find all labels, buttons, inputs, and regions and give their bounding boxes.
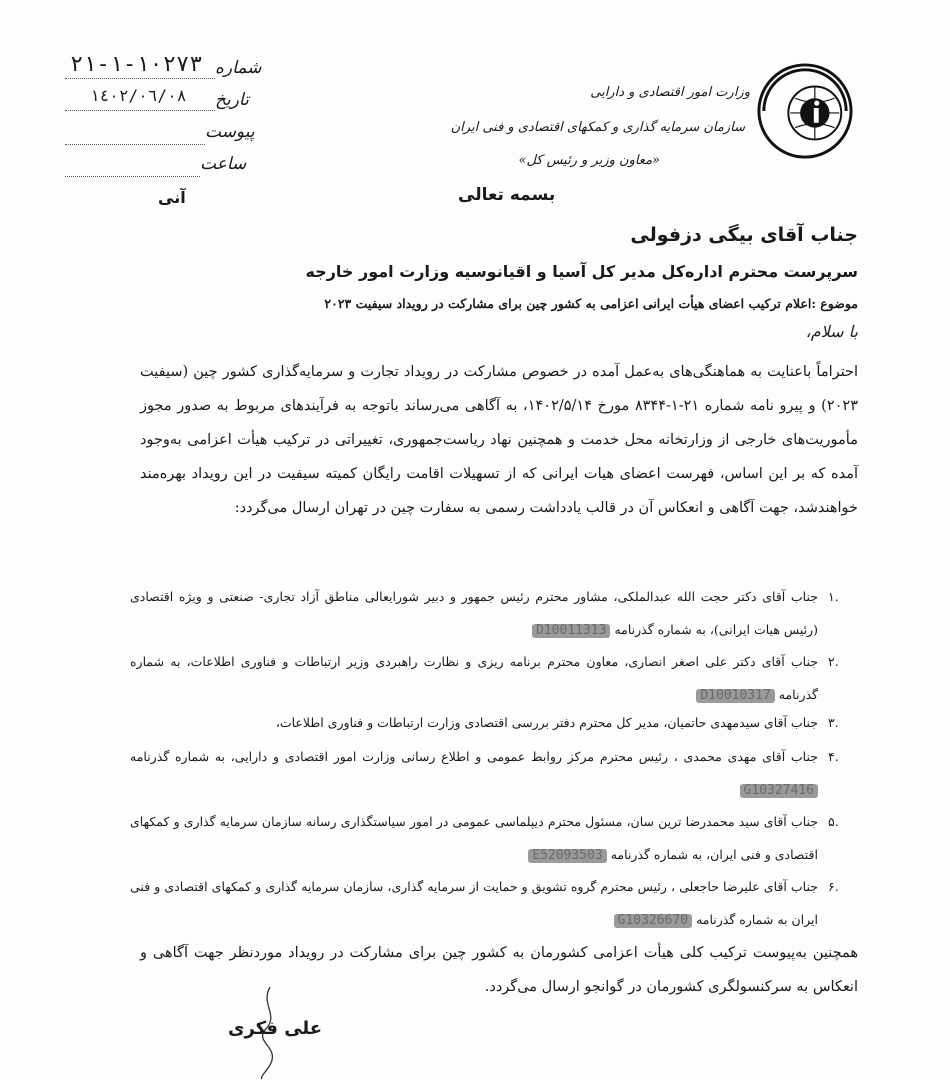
- greeting: با سلام،: [805, 322, 858, 341]
- redacted-passport: G10327416: [740, 784, 818, 798]
- list-item-2: [130, 645, 858, 711]
- redacted-passport: D10011313: [532, 624, 610, 638]
- list-item-6: [130, 870, 858, 936]
- list-item-number: .۳: [828, 715, 839, 730]
- redacted-passport: D10010317: [696, 689, 774, 703]
- date-label: تاریخ: [215, 90, 249, 110]
- number-label: شماره: [215, 58, 262, 78]
- redacted-passport: G10326670: [614, 914, 692, 928]
- list-item-3: [130, 706, 858, 739]
- list-item-text: جناب آقای سیدمهدی حاتمیان، مدیر کل محترم دفتر بررسی اقتصادی وزارت ارتباطات و فناوری اطلاعات،: [275, 715, 818, 730]
- organization-logo-icon: [756, 62, 854, 160]
- attachment-label: پیوست: [205, 122, 255, 142]
- list-item-number: .۲: [828, 654, 839, 669]
- list-item-text: جناب آقای مهدی محمدی ، رئیس محترم مرکز روابط عمومی و اطلاع رسانی وزارت امور اقتصادی و دارایی، به شماره گذرنامه: [130, 749, 818, 764]
- number-value: ١٠٢٧٣-١-٢١: [70, 52, 203, 77]
- heading: بسمه تعالی: [458, 185, 556, 205]
- signature-name: علی فکری: [228, 1018, 323, 1039]
- list-item-text: جناب آقای سید محمدرضا ترین سان، مسئول محترم دیپلماسی عمومی در امور سیاستگذاری رسانه سازمان سرمایه گذاری و کمکهای اقتصادی و فنی ایران، به شماره گذرنامه: [130, 814, 818, 862]
- redacted-passport: E52093503: [528, 849, 606, 863]
- time-underline: [65, 176, 200, 177]
- subject-line: موضوع :اعلام ترکیب اعضای هیأت ایرانی اعزامی به کشور چین برای مشارکت در رویداد سیفیت ۲۰۲۳: [324, 296, 858, 311]
- list-item-text: جناب آقای علیرضا حاجعلی ، رئیس محترم گروه تشویق و حمایت از سرمایه گذاری، سازمان سرمایه گذاری و کمکهای اقتصادی و فنی ایران به شماره گذرنامه: [130, 879, 818, 927]
- date-value: ١٤٠٢/٠٦/٠٨: [90, 86, 187, 105]
- date-underline: [65, 110, 215, 111]
- list-item-number: .۶: [828, 879, 839, 894]
- organization-name: سازمان سرمایه گذاری و کمکهای اقتصادی و فنی ایران: [450, 120, 745, 135]
- list-item-5: [130, 805, 858, 871]
- body-paragraph: احتراماً باعنایت به هماهنگی‌های به‌عمل آمده در خصوص مشارکت در رویداد تجارت و سرمایه‌گذاری کشور چین (سیفیت ۲۰۲۳) و پیرو نامه شماره ۲۱-۱-۸۳۴۴ مورخ ۱۴۰۲/۵/۱۴، به آگاهی می‌رساند باتوجه به فرآیندهای مربوط به صدور مجوز مأموریت‌های خارجی از وزارتخانه محل خدمت و همچنین نهاد ریاست‌جمهوری، تغییراتی در ترکیب هیأت اعزامی به‌وجود آمده که بر این اساس، فهرست اعضای هیات ایرانی که از تسهیلات اقامت رایگان کمیته سیفیت در این رویداد بهره‌مند خواهندشد، جهت آگاهی و انعکاس آن در قالب یادداشت رسمی به سفارت چین در تهران ارسال می‌گردد:: [140, 364, 858, 516]
- list-item-number: .۴: [828, 749, 839, 764]
- ministry-name: وزارت امور اقتصادی و دارایی: [590, 85, 750, 100]
- list-item-number: .۱: [828, 589, 839, 604]
- list-item-text: جناب آقای دکتر علی اصغر انصاری، معاون محترم برنامه ریزی و نظارت راهبردی وزیر ارتباطات و فناوری اطلاعات، به شماره گذرنامه: [130, 654, 818, 702]
- attachment-underline: [65, 144, 205, 145]
- list-item-number: .۵: [828, 814, 839, 829]
- recipient-title: سرپرست محترم اداره‌کل مدیر کل آسیا و اقیانوسیه وزارت امور خارجه: [305, 262, 858, 281]
- list-item-4: [130, 740, 858, 806]
- number-underline: [65, 78, 215, 79]
- time-label: ساعت: [200, 154, 247, 174]
- closing-paragraph: همچنین به‌پیوست ترکیب کلی هیأت اعزامی کشورمان به کشور چین برای مشارکت در رویداد موردنظر جهت آگاهی و انعکاس به سرکنسولگری کشورمان در گوانجو ارسال می‌گردد.: [140, 945, 858, 995]
- office-name: «معاون وزیر و رئیس کل»: [518, 153, 660, 168]
- recipient-name: جناب آقای بیگی دزفولی: [630, 224, 858, 246]
- list-item-1: [130, 580, 858, 646]
- urgency-stamp: آنی: [158, 188, 186, 207]
- list-item-text: جناب آقای دکتر حجت الله عبدالملکی، مشاور محترم رئیس جمهور و دبیر شورایعالی مناطق آزاد تجاری- صنعتی و ویژه اقتصادی (رئیس هیات ایرانی)، به شماره گذرنامه: [130, 589, 818, 637]
